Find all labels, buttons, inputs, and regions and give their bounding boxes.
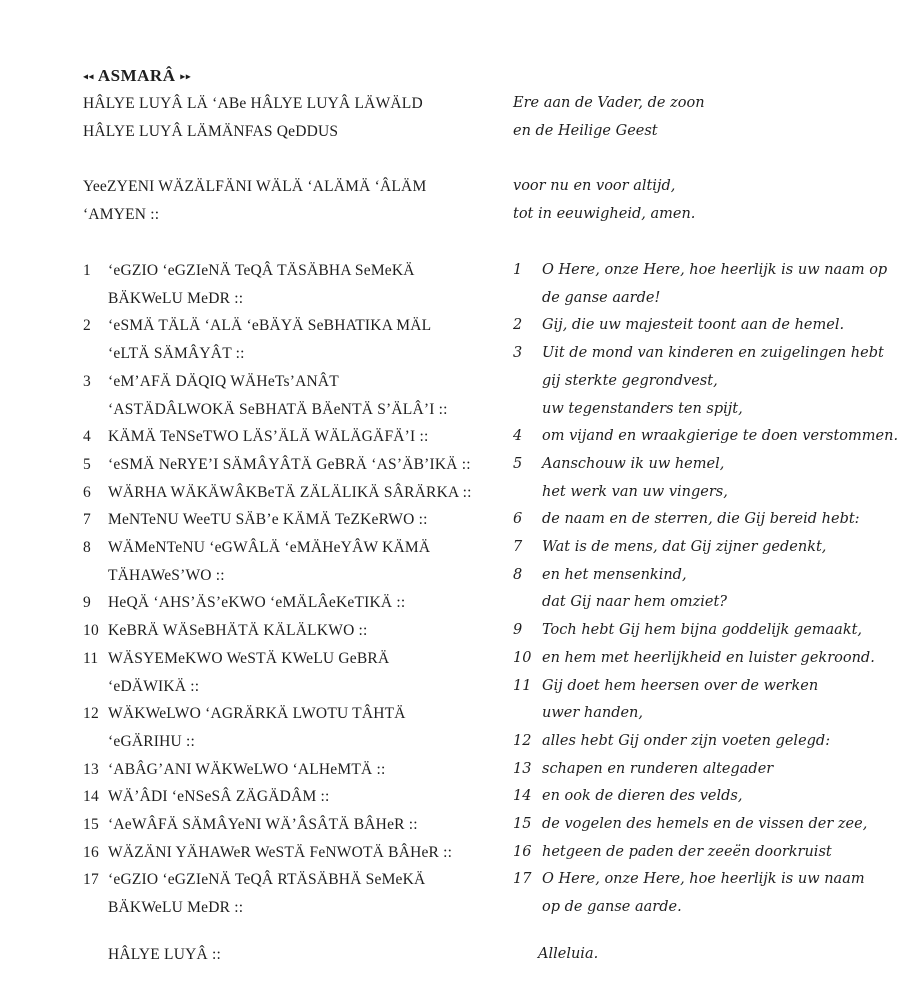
verse-text: ‘eGÄRIHU ::	[108, 732, 196, 750]
intro-line	[83, 95, 503, 113]
verse-number: 14	[513, 788, 532, 805]
verse-text: Uit de mond van kinderen en zuigelingen hebt	[542, 345, 884, 362]
verse-number: 17	[83, 871, 99, 889]
verse-text: Wat is de mens, dat Gij zijner gedenkt,	[542, 539, 827, 555]
verse-number: 9	[513, 622, 523, 639]
intro-line	[513, 123, 888, 139]
verse-text: HeQÄ ‘AHS’ÄS’eKWO ‘eMÄLÂeKeTIKÄ ::	[108, 594, 406, 612]
verse-number: 13	[83, 760, 99, 778]
verse-number: 15	[83, 816, 99, 833]
verse-number: 1	[83, 262, 91, 279]
intro-line	[513, 206, 888, 222]
verse-text: Gij, die uw majesteit toont aan de hemel.	[542, 317, 845, 334]
verse-text: uw tegenstanders ten spijt,	[542, 400, 743, 417]
verse-text: Ere aan de Vader, de zoon	[513, 95, 705, 111]
intro-line	[513, 178, 888, 194]
verse-number: 11	[83, 649, 99, 667]
verse-number: 5	[513, 455, 523, 472]
verse-number: 8	[83, 539, 91, 556]
verse-text: Aanschouw ik uw hemel,	[542, 455, 725, 472]
verse-number: 9	[83, 594, 91, 612]
verse-number: 6	[513, 511, 523, 528]
verse-text: WÄRHA WÄKÄWÂKBeTÄ ZÄLÄLIKÄ SÂRÄRKA ::	[108, 483, 472, 501]
verse-text: en ook de dieren des velds,	[542, 788, 743, 805]
verse-text: ‘eGZIO ‘eGZIeNÄ TeQÂ TÄSÄBHA SeMeKÄ	[108, 262, 415, 279]
intro-line	[83, 123, 503, 141]
verse-text: hetgeen de paden der zeeën doorkruist	[542, 843, 832, 860]
verse-text: ‘eSMÄ TÄLÄ ‘ALÄ ‘eBÄYÄ SeBHATIKA MÄL	[108, 317, 432, 335]
verse-number: 1	[513, 262, 523, 278]
verse-number: 10	[513, 649, 532, 666]
intro-line	[83, 206, 503, 224]
verse-text: het werk van uw vingers,	[542, 483, 728, 500]
verse-number: 3	[513, 345, 523, 362]
page-title	[83, 66, 191, 86]
verse-text: om vijand en wraakgierige te doen verstommen.	[542, 428, 898, 445]
verse-text: op de ganse aarde.	[542, 899, 682, 916]
verse-text: ‘eM’AFÄ DÄQIQ WÄHeTs’ANÂT	[108, 372, 339, 390]
verse-number: 7	[83, 511, 91, 529]
verse-number: 7	[513, 539, 523, 555]
verse-number: 5	[83, 455, 91, 473]
verse-text: Gij doet hem heersen over de werken	[542, 677, 819, 694]
verse-number: 14	[83, 788, 99, 806]
verse-text: WÄZÄNI YÄHAWeR WeSTÄ FeNWOTÄ BÂHeR ::	[108, 843, 453, 861]
verse-text: de naam en de sterren, die Gij bereid hebt:	[542, 511, 860, 528]
verse-text: en het mensenkind,	[542, 566, 687, 583]
verse-number: 11	[513, 677, 532, 694]
verse-text: HÂLYE LUYÂ LÄMÄNFAS QeDDUS	[83, 123, 339, 140]
verse-text: O Here, onze Here, hoe heerlijk is uw naam	[542, 871, 865, 888]
verse-number: 16	[83, 843, 99, 861]
verse-text: Toch hebt Gij hem bijna goddelijk gemaakt,	[542, 622, 863, 639]
verse-text: ‘eLTÄ SÄMÂYÂT ::	[108, 345, 245, 363]
verse-text: de vogelen des hemels en de vissen der zee,	[542, 816, 868, 832]
verse-number: 4	[83, 428, 91, 446]
verse-number: 15	[513, 816, 532, 832]
verse-text: voor nu en voor altijd,	[513, 178, 676, 194]
verse-number: 2	[83, 317, 91, 335]
verse-text: ‘eSMÄ NeRYE’I SÄMÂYÂTÄ GeBRÄ ‘AS’ÄB’IKÄ ::	[108, 455, 471, 473]
verse-number: 3	[83, 372, 91, 390]
verse-number: 17	[513, 871, 532, 888]
verse-number: 12	[513, 732, 532, 749]
verse-text: alles hebt Gij onder zijn voeten gelegd:	[542, 732, 831, 749]
verse-text: dat Gij naar hem omziet?	[542, 594, 728, 611]
verse-text: WÄMeNTeNU ‘eGWÂLÄ ‘eMÄHeYÂW KÄMÄ	[108, 539, 431, 556]
verse-text: TÄHAWeS’WO ::	[108, 566, 225, 584]
verse-text: KeBRÄ WÄSeBHÄTÄ KÄLÄLKWO ::	[108, 622, 368, 640]
verse-text: de ganse aarde!	[542, 289, 661, 306]
title-text: ASMARÂ	[97, 66, 176, 85]
verse-number: 10	[83, 622, 99, 640]
verse-text: WÄKWeLWO ‘AGRÄRKÄ LWOTU TÂHTÄ	[108, 705, 406, 723]
verse-text: BÄKWeLU MeDR ::	[108, 289, 244, 307]
verse-text: WÄ’ÂDI ‘eNSeSÂ ZÄGÄDÂM ::	[108, 788, 330, 806]
verse-text: MeNTeNU WeeTU SÄB’e KÄMÄ TeZKeRWO ::	[108, 511, 428, 529]
verse-text: YeeZYENI WÄZÄLFÄNI WÄLÄ ‘ALÄMÄ ‘ÂLÄM	[83, 178, 427, 195]
verse-text: ‘AeWÂFÄ SÄMÂYeNI WÄ’ÂSÂTÄ BÂHeR ::	[108, 816, 418, 833]
verse-text: schapen en runderen altegader	[542, 760, 774, 777]
verse-text: ‘AMYEN ::	[83, 206, 160, 223]
verse-number: 4	[513, 428, 523, 445]
intro-line	[83, 178, 503, 196]
verse-text: uwer handen,	[542, 705, 644, 722]
verse-text: WÄSYEMeKWO WeSTÄ KWeLU GeBRÄ	[108, 649, 390, 667]
verse-text: ‘ABÂG’ANI WÄKWeLWO ‘ALHeMTÄ ::	[108, 760, 386, 778]
title-arrow-right: ▸▸	[180, 71, 192, 83]
verse-text: gij sterkte gegrondvest,	[542, 372, 718, 389]
closing-line: Alleluia.	[538, 946, 599, 962]
verse-number: 16	[513, 843, 532, 860]
verse-number: 12	[83, 705, 99, 723]
verse-text: O Here, onze Here, hoe heerlijk is uw naam op	[542, 262, 888, 278]
intro-line	[513, 95, 888, 111]
verse-text: ‘eGZIO ‘eGZIeNÄ TeQÂ RTÄSÄBHÄ SeMeKÄ	[108, 871, 426, 889]
title-arrow-left: ◂◂	[83, 71, 95, 83]
verse-number: 2	[513, 317, 523, 334]
verse-text: BÄKWeLU MeDR ::	[108, 899, 244, 917]
verse-text: ‘ASTÄDÂLWOKÄ SeBHATÄ BÄeNTÄ S’ÄLÂ’I ::	[108, 400, 448, 418]
closing-line: HÂLYE LUYÂ ::	[108, 946, 221, 963]
verse-text: en de Heilige Geest	[513, 123, 658, 139]
verse-number: 6	[83, 483, 91, 501]
verse-text: HÂLYE LUYÂ LÄ ‘ABe HÂLYE LUYÂ LÄWÄLD	[83, 95, 423, 112]
verse-number: 8	[513, 566, 523, 583]
verse-text: tot in eeuwigheid, amen.	[513, 206, 696, 222]
verse-text: KÄMÄ TeNSeTWO LÄS’ÄLÄ WÄLÄGÄFÄ’I ::	[108, 428, 429, 446]
verse-number: 13	[513, 760, 532, 777]
verse-text: ‘eDÄWIKÄ ::	[108, 677, 200, 695]
verse-text: en hem met heerlijkheid en luister gekroond.	[542, 649, 875, 666]
